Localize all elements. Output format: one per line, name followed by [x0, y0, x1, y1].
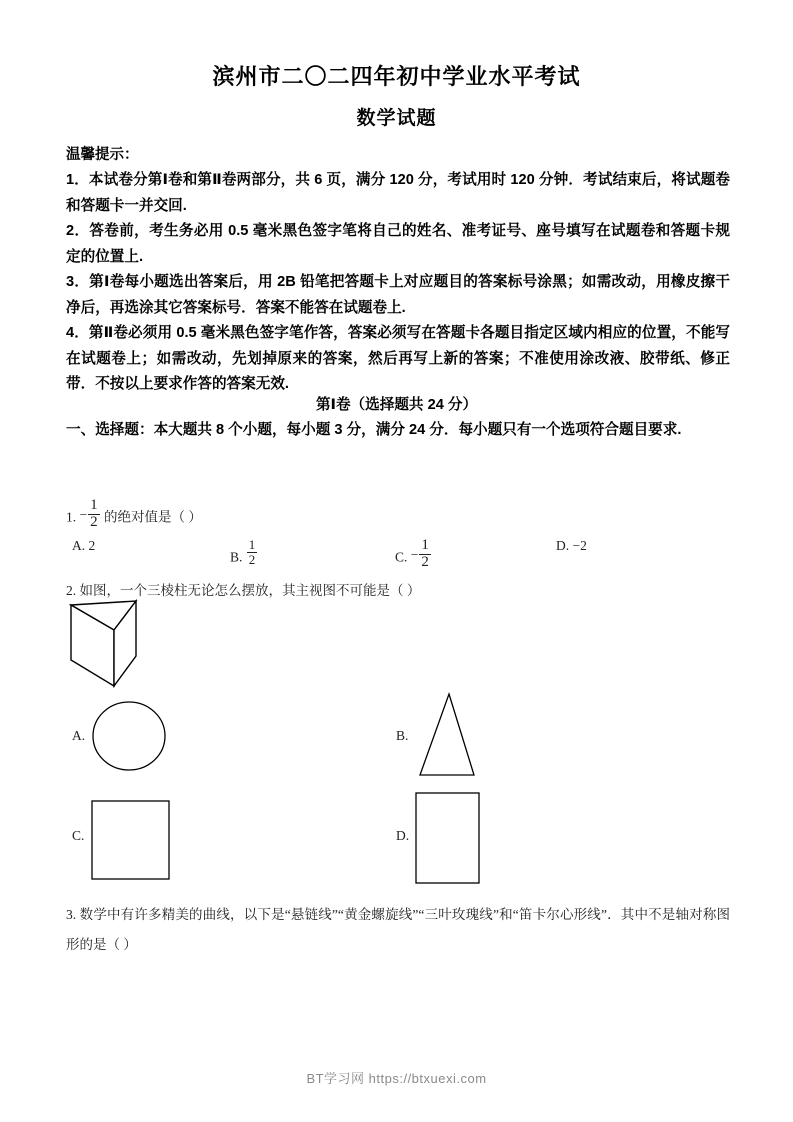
fraction-numerator: 1: [90, 497, 98, 513]
option-b-fraction: [247, 538, 258, 566]
footer-watermark: BT学习网 https://btxuexi.com: [306, 1071, 487, 1086]
square-shape: [92, 801, 169, 879]
q2-option-d-rectangle[interactable]: [412, 789, 490, 889]
option-c[interactable]: [395, 538, 432, 571]
section-intro: 一、选择题：本大题共 8 个小题，每小题 3 分，满分 24 分．每小题只有一个选项符合题目要求.: [66, 422, 682, 438]
page-title: 滨州市二〇二四年初中学业水平考试: [212, 64, 581, 89]
fraction-sign: −: [79, 506, 88, 522]
option-c-fraction: [411, 538, 432, 571]
option-d-value: −2: [572, 538, 587, 553]
q2-option-b-label: B.: [396, 728, 409, 743]
option-b[interactable]: [230, 538, 258, 566]
notice-item-1: 1．本试卷分第Ⅰ卷和第Ⅱ卷两部分，共 6 页，满分 120 分，考试用时 120 分钟．考试结束后，将试题卷和答题卡一并交回.: [66, 172, 730, 214]
circle-shape: [93, 702, 165, 770]
q2-option-b-triangle[interactable]: [412, 690, 488, 782]
option-d-label: D.: [556, 538, 570, 553]
option-b-denominator: 2: [248, 551, 256, 567]
option-c-label: C.: [395, 549, 408, 565]
option-b-label: B.: [230, 549, 243, 565]
notice-list: [66, 168, 730, 398]
q2-option-a-circle[interactable]: [90, 699, 172, 777]
fraction-denominator: 2: [90, 513, 98, 530]
question-1-number: 1.: [66, 509, 77, 525]
option-c-numerator: 1: [421, 537, 429, 553]
question-1: [66, 498, 566, 532]
question-3: 3. 数学中有许多精美的曲线，以下是“悬链线”“黄金螺旋线”“三叶玫瑰线”和“笛卡尔心形线”．其中不是轴对称图形的是（ ）: [66, 907, 730, 952]
notice-item-4: 4．第Ⅱ卷必须用 0.5 毫米黑色签字笔作答，答案必须写在答题卡各题目指定区域内相应的位置，不能写在试题卷上；如需改动，先划掉原来的答案，然后再写上新的答案；不准使用涂改液、胶带纸、修正带．不按以上要求作答的答案无效.: [66, 325, 730, 392]
option-b-numerator: 1: [248, 537, 256, 552]
q2-option-d-label: D.: [396, 828, 410, 843]
notice-item-3: 3．第Ⅰ卷每小题选出答案后，用 2B 铅笔把答题卡上对应题目的答案标号涂黑；如需改动，用橡皮擦干净后，再选涂其它答案标号．答案不能答在试题卷上.: [66, 274, 730, 316]
notice-heading: 温馨提示：: [66, 147, 139, 163]
option-d[interactable]: [556, 538, 587, 554]
triangle-shape: [420, 694, 474, 775]
question-1-fraction: [80, 498, 101, 532]
option-a[interactable]: [72, 538, 95, 554]
fraction-body: [88, 498, 100, 531]
question-2: 2. 如图，一个三棱柱无论怎么摆放，其主视图不可能是（ ）: [66, 583, 421, 598]
notice-item-2: 2．答卷前，考生务必用 0.5 毫米黑色签字笔将自己的姓名、准考证号、座号填写在试题卷和答题卡规定的位置上.: [66, 223, 730, 265]
page-subtitle: 数学试题: [356, 108, 437, 129]
q2-option-a-label: A.: [72, 728, 86, 743]
option-a-value: 2: [88, 538, 96, 553]
option-c-fraction-body: [419, 538, 431, 571]
q2-option-c-label: C.: [72, 828, 85, 843]
question-1-options: [0, 538, 793, 578]
rectangle-shape: [416, 793, 479, 883]
question-1-stem: 的绝对值是（ ）: [104, 509, 202, 525]
option-a-label: A.: [72, 538, 86, 553]
section-header: 第Ⅰ卷（选择题共 24 分）: [315, 397, 478, 413]
option-c-denominator: 2: [421, 553, 429, 570]
triangular-prism-figure: [66, 598, 176, 690]
option-c-sign: −: [410, 546, 419, 562]
q2-option-c-square[interactable]: [88, 797, 176, 885]
